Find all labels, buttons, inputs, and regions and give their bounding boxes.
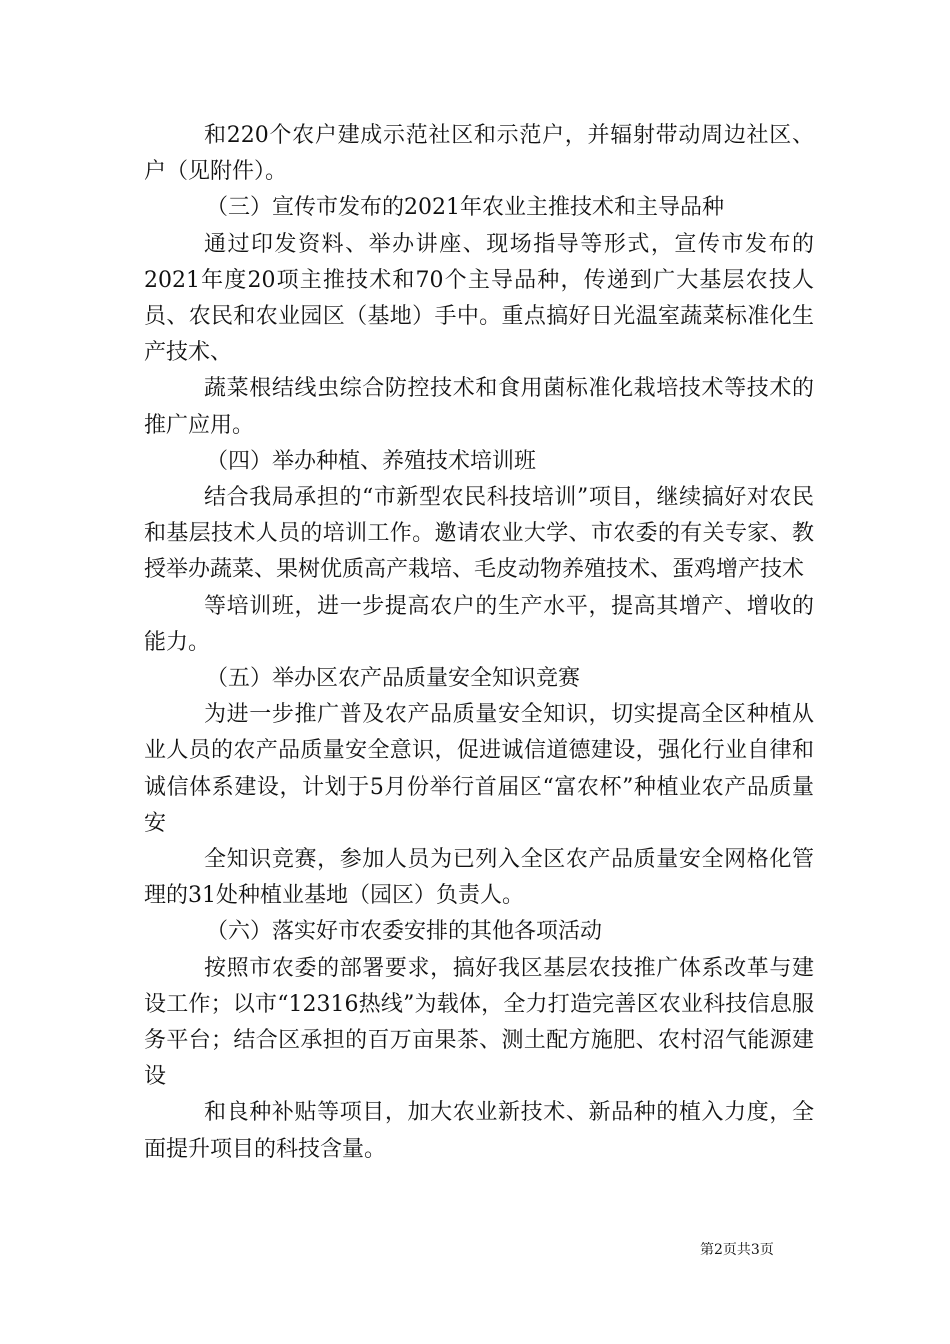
paragraph: 全知识竞赛，参加人员为已列入全区农产品质量安全网格化管理的31处种植业基地（园区）负责人。 [144,847,814,909]
body-text [144,118,814,1168]
paragraph: 蔬菜根结线虫综合防控技术和食用菌标准化栽培技术等技术的推广应用。 [144,376,814,438]
paragraph: 为进一步推广普及农产品质量安全知识，切实提高全区种植从业人员的农产品质量安全意识，促进诚信道德建设，强化行业自律和诚信体系建设，计划于5月份举行首届区“富农杯”种植业农产品质量安 [144,702,814,836]
paragraph: 和220个农户建成示范社区和示范户，并辐射带动周边社区、户（见附件）。 [144,123,814,185]
paragraph: （五）举办区农产品质量安全知识竞赛 [206,666,581,692]
paragraph: （六）落实好市农委安排的其他各项活动 [206,919,603,945]
paragraph: 等培训班，进一步提高农户的生产水平，提高其增产、增收的能力。 [144,593,814,655]
page-number: 第2页共3页 [700,1242,774,1258]
paragraph: 结合我局承担的“市新型农民科技培训”项目，继续搞好对农民和基层技术人员的培训工作。邀请农业大学、市农委的有关专家、教授举办蔬菜、果树优质高产栽培、毛皮动物养殖技术、蛋鸡增产技术 [144,485,814,583]
paragraph: 按照市农委的部署要求，搞好我区基层农技推广体系改革与建设工作；以市“12316热线”为载体，全力打造完善区农业科技信息服务平台；结合区承担的百万亩果茶、测土配方施肥、农村沼气能源建设 [144,955,814,1090]
paragraph: （三）宣传市发布的2021年农业主推技术和主导品种 [206,195,724,221]
paragraph: 和良种补贴等项目，加大农业新技术、新品种的植入力度，全面提升项目的科技含量。 [144,1100,814,1162]
paragraph: （四）举办种植、养殖技术培训班 [206,448,537,474]
paragraph: 通过印发资料、举办讲座、现场指导等形式，宣传市发布的2021年度20项主推技术和70个主导品种，传递到广大基层农技人员、农民和农业园区（基地）手中。重点搞好日光温室蔬菜标准化生产技术、 [144,231,814,366]
